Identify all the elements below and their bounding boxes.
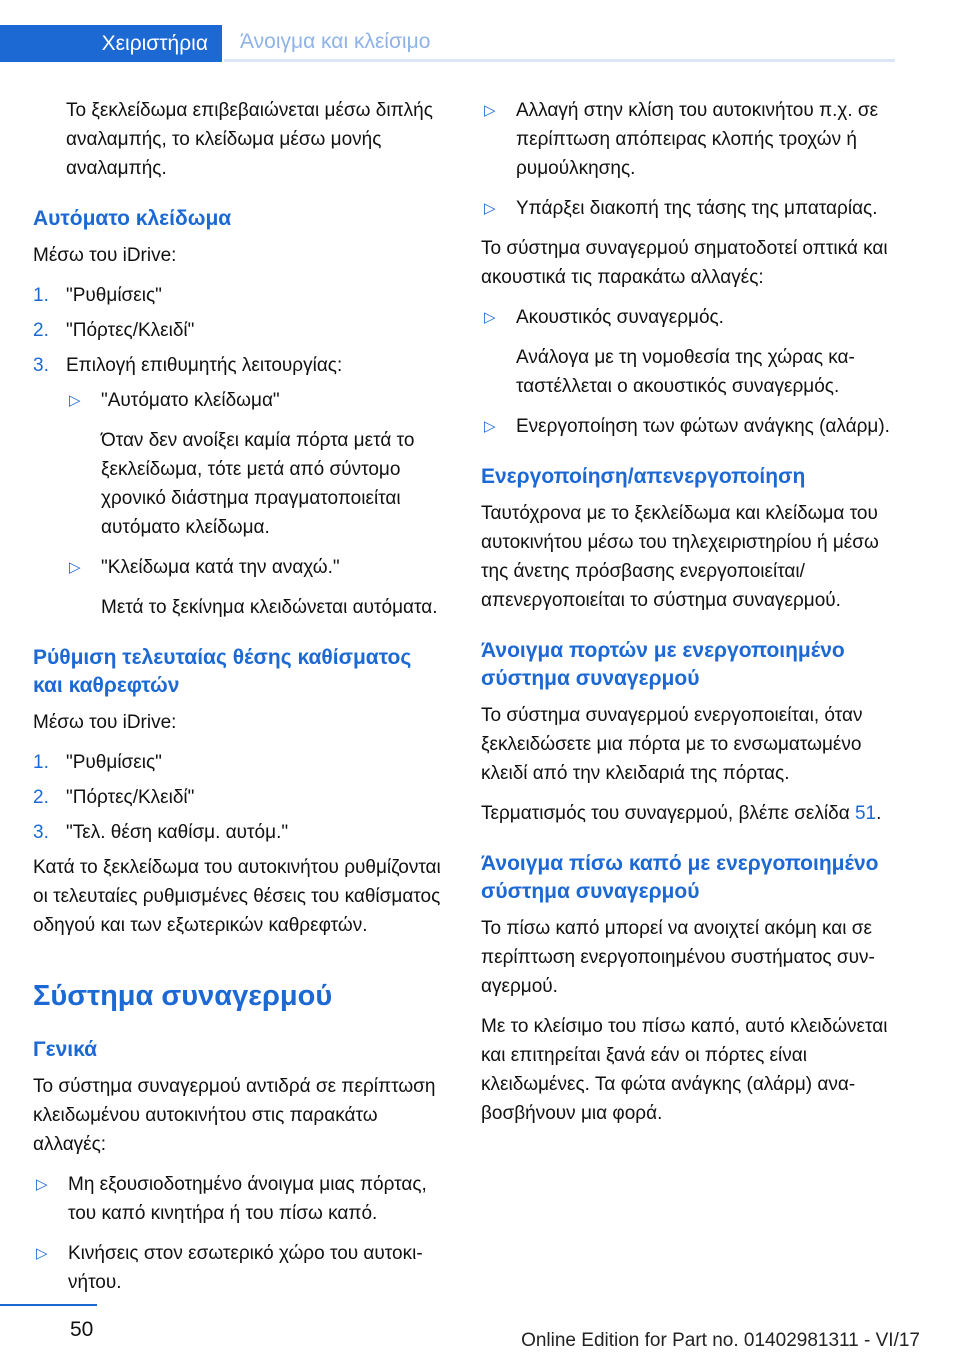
trunk-heading: Άνοιγμα πίσω καπό με ενεργοποιημένο σύστημα συναγερμού xyxy=(481,852,879,903)
triangle-bullet-icon: ▷ xyxy=(484,200,496,217)
list-item: 3. "Τελ. θέση καθίσμ. αυτόμ." xyxy=(33,822,289,843)
header xyxy=(0,25,895,62)
footer-divider xyxy=(0,1304,97,1306)
seat-heading: Ρύθμιση τελευταίας θέσης καθίσματος και καθρεφτών xyxy=(33,646,412,697)
list-item: ▷ Υπάρξει διακοπή της τάσης της μπαταρίας. xyxy=(481,194,899,223)
activate-text: Ταυτόχρονα με το ξεκλείδωμα και κλείδωμα του αυτοκινήτου μέσω του τηλεχειριστηρίου ή μέσω της άνετης πρόσβασης ενεργοποιείται/απενεργοποιείται το σύστημα συναγερμού. xyxy=(481,503,879,611)
triangle-bullet-icon: ▷ xyxy=(69,559,81,576)
list-item: ▷ "Αυτόματο κλείδωμα" Όταν δεν ανοίξει καμία πόρτα μετά το ξεκλείδωμα, τότε μετά από σύντομο χρονικό διάστημα πραγματοποιείται αυτόματο κλείδωμα. xyxy=(66,386,445,542)
list-item: ▷ Μη εξουσιοδοτημένο άνοιγμα μιας πόρτας, του καπό κινητήρα ή του πίσω καπό. xyxy=(33,1170,445,1228)
seat-text: Κατά το ξεκλείδωμα του αυτοκινήτου ρυθμίζονται οι τελευταίες ρυθμισμένες θέσεις του καθίσματος οδηγού και των εξωτερικών καθρεφτών. xyxy=(33,857,441,936)
list-item: ▷ Ενεργοποίηση των φώτων ανάγκης (αλάρμ). xyxy=(481,412,899,441)
alarm-title: Σύστημα συναγερμού xyxy=(33,980,333,1012)
signal-text: Το σύστημα συναγερμού σηματοδοτεί οπτικά και ακουστικά τις παρακάτω αλλαγές: xyxy=(481,238,888,288)
list-item: ▷ Ακουστικός συναγερμός. Ανάλογα με τη νομοθεσία της χώρας καταστέλλεται ο ακουστικός συναγερμός. xyxy=(481,303,899,401)
triangle-bullet-icon: ▷ xyxy=(484,309,496,326)
list-item: ▷ "Κλείδωμα κατά την αναχώ." Μετά το ξεκίνημα κλειδώνεται αυτόματα. xyxy=(66,553,445,622)
edition-text: Online Edition for Part no. 01402981311 - VI/17 xyxy=(521,1330,920,1351)
list-item: 2. "Πόρτες/Κλειδί" xyxy=(33,787,195,808)
list-item: 3. Επιλογή επιθυμητής λειτουργίας: xyxy=(33,355,343,376)
doors-ref: Τερματισμός του συναγερμού, βλέπε σελίδα 51. xyxy=(481,803,882,824)
page-number: 50 xyxy=(70,1318,94,1341)
trunk-text-2: Με το κλείσιμο του πίσω καπό, αυτό κλειδώνεται και επιτηρείται ξανά εάν οι πόρτες είναι κλειδωμένες. Τα φώτα ανάγκης (αλάρμ) αναβοσβήνουν μια φορά. xyxy=(481,1016,888,1124)
triangle-bullet-icon: ▷ xyxy=(69,392,81,409)
list-item: ▷ Αλλαγή στην κλίση του αυτοκινήτου π.χ. σε περίπτωση απόπειρας κλοπής τροχών ή ρυμούλκησης. xyxy=(481,96,899,183)
auto-lock-heading: Αυτόματο κλείδωμα xyxy=(33,207,232,230)
auto-lock-via: Μέσω του iDrive: xyxy=(33,245,177,266)
right-column xyxy=(481,96,899,1139)
intro-text: Το ξεκλείδωμα επιβεβαιώνεται μέσω διπλής αναλαμπής, το κλείδωμα μέσω μονής αναλαμπής. xyxy=(66,100,433,179)
left-column xyxy=(33,96,445,1308)
seat-via: Μέσω του iDrive: xyxy=(33,712,177,733)
triangle-bullet-icon: ▷ xyxy=(36,1245,48,1262)
tab-opening-closing[interactable]: Άνοιγμα και κλείσιμο xyxy=(224,25,895,62)
general-heading: Γενικά xyxy=(33,1038,98,1061)
list-item: 1. "Ρυθμίσεις" xyxy=(33,285,162,306)
triangle-bullet-icon: ▷ xyxy=(484,418,496,435)
doors-text: Το σύστημα συναγερμού ενεργοποιείται, όταν ξεκλειδώσετε μια πόρτα με το ενσωματωμένο κλειδί από την κλειδαριά της πόρτας. xyxy=(481,705,863,784)
triangle-bullet-icon: ▷ xyxy=(36,1176,48,1193)
trunk-text-1: Το πίσω καπό μπορεί να ανοιχτεί ακόμη και σε περίπτωση ενεργοποιημένου συστήματος συναγερμού. xyxy=(481,918,875,997)
general-text: Το σύστημα συναγερμού αντιδρά σε περίπτωση κλειδωμένου αυτοκινήτου στις παρακάτω αλλαγές: xyxy=(33,1076,436,1155)
doors-heading: Άνοιγμα πορτών με ενεργοποιημένο σύστημα συναγερμού xyxy=(481,639,845,690)
list-item: 2. "Πόρτες/Κλειδί" xyxy=(33,320,195,341)
triangle-bullet-icon: ▷ xyxy=(484,102,496,119)
activate-heading: Ενεργοποίηση/απενεργοποίηση xyxy=(481,465,806,488)
list-item: 1. "Ρυθμίσεις" xyxy=(33,752,162,773)
page-link[interactable]: 51 xyxy=(854,803,877,824)
tab-controls[interactable]: Χειριστήρια xyxy=(0,25,222,62)
list-item: ▷ Κινήσεις στον εσωτερικό χώρο του αυτοκινήτου. xyxy=(33,1239,445,1297)
